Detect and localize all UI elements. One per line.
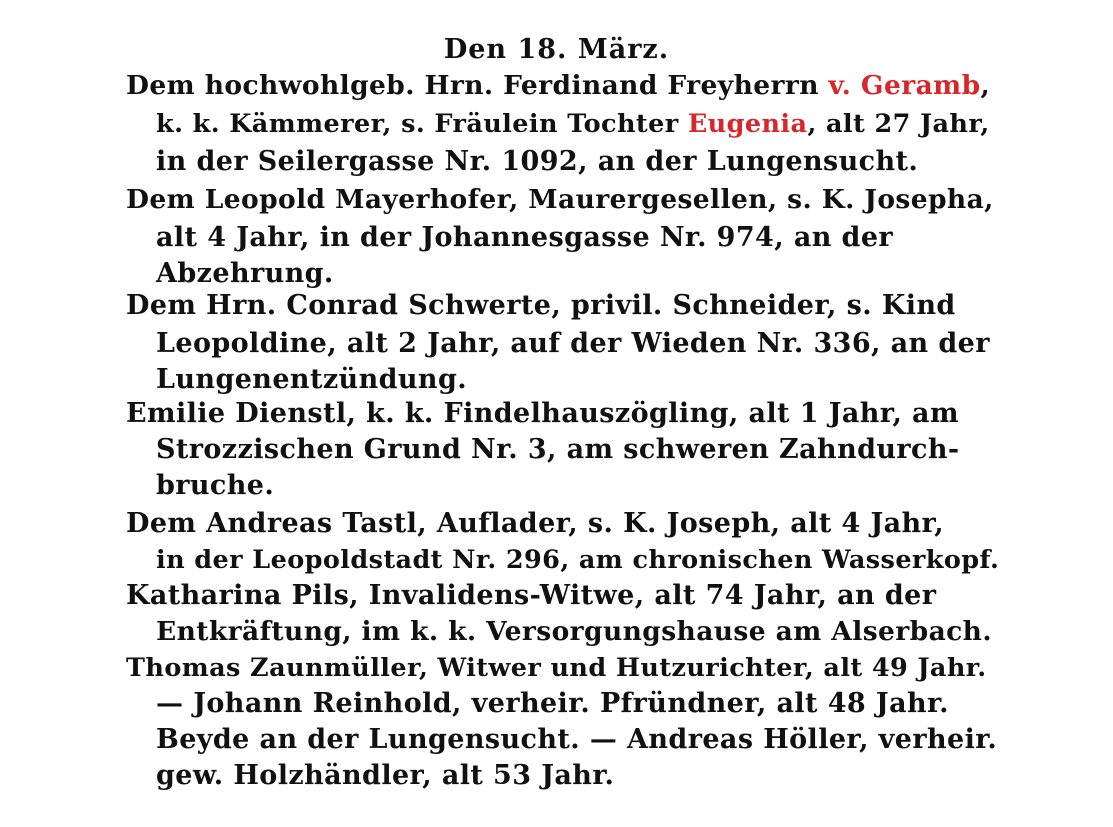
entry-line: Emilie Dienstl, k. k. Findelhauszögling, alt 1 Jahr, am	[126, 398, 959, 429]
entry-line: Katharina Pils, Invalidens-Witwe, alt 74 Jahr, an der	[126, 580, 937, 611]
entry-text: Dem hochwohlgeb. Hrn. Ferdinand Freyherrn	[126, 70, 819, 101]
entry-line	[126, 68, 990, 104]
entry-line: Entkräftung, im k. k. Versorgungshause am Alserbach.	[156, 616, 992, 647]
entry-line: bruche.	[156, 470, 275, 501]
entry-text: k. k. Kämmerer, s. Fräulein Tochter	[156, 109, 679, 139]
entry-line: Dem Leopold Mayerhofer, Maurergesellen, s. K. Josepha,	[126, 184, 994, 215]
entry-line: Lungenentzündung.	[156, 364, 468, 395]
entry-line: alt 4 Jahr, in der Johannesgasse Nr. 974, an der	[156, 222, 894, 253]
entry-line: in der Leopoldstadt Nr. 296, am chronischen Wasserkopf.	[156, 545, 1000, 575]
entry-line: Beyde an der Lungensucht. — Andreas Höller, verheir.	[156, 724, 998, 755]
entry-line: — Johann Reinhold, verheir. Pfründner, alt 48 Jahr.	[156, 688, 949, 719]
entry-line: Strozzischen Grund Nr. 3, am schweren Zahndurch-	[156, 434, 960, 465]
date-heading: Den 18. März.	[443, 34, 670, 65]
entry-line: in der Seilergasse Nr. 1092, an der Lungensucht.	[156, 146, 919, 177]
highlighted-name: Eugenia	[687, 109, 808, 139]
entry-text: , alt 27 Jahr,	[807, 109, 990, 139]
highlighted-name: v. Geramb	[828, 70, 981, 101]
entry-line: Abzehrung.	[156, 258, 334, 289]
entry-line: gew. Holzhändler, alt 53 Jahr.	[156, 760, 615, 791]
entry-line: Leopoldine, alt 2 Jahr, auf der Wieden Nr. 336, an der	[156, 328, 990, 359]
entry-line: Dem Andreas Tastl, Auflader, s. K. Joseph, alt 4 Jahr,	[126, 508, 945, 539]
entry-line: Thomas Zaunmüller, Witwer und Hutzurichter, alt 49 Jahr.	[126, 653, 987, 683]
entry-line: Dem Hrn. Conrad Schwerte, privil. Schneider, s. Kind	[126, 290, 956, 321]
entry-line	[156, 106, 990, 142]
entry-text: ,	[980, 70, 991, 101]
